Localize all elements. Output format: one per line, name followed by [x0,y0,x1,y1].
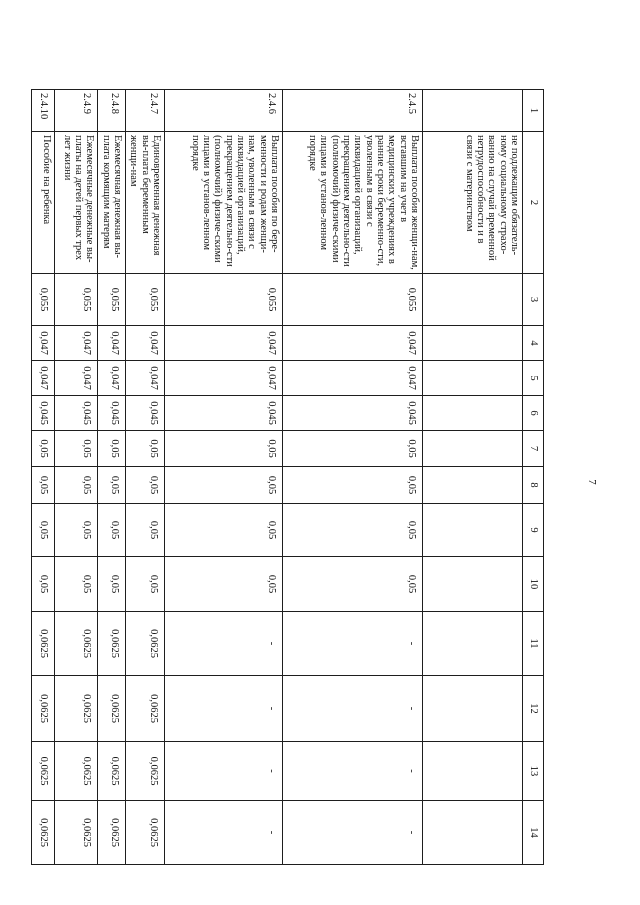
row-value: - [165,742,283,801]
column-header: 11 [523,612,544,676]
row-value: 0,047 [126,361,165,396]
row-value: 0,045 [165,396,283,431]
row-value: 0,05 [98,431,126,467]
column-header: 1 [523,90,544,132]
row-value [423,742,523,801]
row-value: 0,055 [32,274,55,326]
column-header: 6 [523,396,544,431]
row-value [423,504,523,557]
row-value: 0,0625 [55,676,98,742]
row-value: 0,047 [283,361,423,396]
column-header: 7 [523,431,544,467]
row-value: 0,047 [98,361,126,396]
row-value: 0,05 [165,431,283,467]
column-header: 5 [523,361,544,396]
row-value: 0,05 [55,557,98,612]
row-value: 0,045 [126,396,165,431]
data-table [31,89,544,865]
row-value [423,396,523,431]
row-code [423,90,523,132]
row-value: 0,045 [32,396,55,431]
row-value: 0,05 [55,504,98,557]
row-value: 0,05 [98,467,126,504]
row-value: 0,045 [283,396,423,431]
row-name: не подлежащим обязатель-ному социальному страхо-ванию на случай временной нетрудоспособности и в связи с материнством [423,132,523,274]
row-value: 0,0625 [126,676,165,742]
row-value: 0,055 [55,274,98,326]
row-value: 0,0625 [126,612,165,676]
table-row [126,90,165,865]
row-value: 0,0625 [32,742,55,801]
row-value: 0,055 [98,274,126,326]
column-header: 12 [523,676,544,742]
column-header: 8 [523,467,544,504]
row-code: 2.4.5 [283,90,423,132]
row-value [423,557,523,612]
table-row [98,90,126,865]
table-row [283,90,423,865]
row-value: 0,05 [126,557,165,612]
row-value: - [165,801,283,865]
header-row [523,90,544,865]
row-name: Пособие на ребенка [32,132,55,274]
column-header: 14 [523,801,544,865]
row-value: 0,055 [283,274,423,326]
row-value: 0,0625 [126,801,165,865]
row-value: 0,0625 [32,612,55,676]
row-code: 2.4.7 [126,90,165,132]
row-value: - [165,676,283,742]
row-name: Ежемесячная денежная вы-плата кормящим матерям [98,132,126,274]
row-value: 0,05 [32,504,55,557]
row-value: 0,05 [165,467,283,504]
row-value [423,326,523,361]
row-value: 0,047 [98,326,126,361]
row-value: 0,05 [32,467,55,504]
row-value: 0,047 [165,326,283,361]
row-value [423,801,523,865]
row-value: 0,05 [55,431,98,467]
row-value: 0,047 [55,326,98,361]
row-name: Выплата пособия женщи-нам, вставшим на учет в медицинских учреждениях в ранние сроки беременно-сти, уволенным в связи с ликвидацией организаций, прекращением деятельно-сти (полномочий) физиче-скими лицами в установ-ленном порядке [283,132,423,274]
page-number: 7 [585,479,598,485]
row-code: 2.4.9 [55,90,98,132]
column-header: 9 [523,504,544,557]
row-value: 0,055 [126,274,165,326]
row-value: 0,05 [55,467,98,504]
column-header: 2 [523,132,544,274]
row-value: - [283,612,423,676]
row-name: Единовременная денежная вы-плата беременным женщи-нам [126,132,165,274]
row-value: 0,0625 [55,612,98,676]
row-value: 0,05 [32,557,55,612]
column-header: 4 [523,326,544,361]
row-code: 2.4.10 [32,90,55,132]
row-value: 0,0625 [98,612,126,676]
row-name: Ежемесячные денежные вы-платы на детей первых трех лет жизни [55,132,98,274]
row-code: 2.4.6 [165,90,283,132]
row-value: 0,05 [126,467,165,504]
row-value: 0,05 [283,504,423,557]
row-value: 0,0625 [32,676,55,742]
row-name: Выплата пособия по бере-менности и родам женщи-нам, уволенным в связи с ликвидацией организаций, прекращением деятельно-сти (полномочий) физиче-скими лицами в установ-ленном порядке [165,132,283,274]
row-value: 0,047 [283,326,423,361]
row-value [423,361,523,396]
column-header: 3 [523,274,544,326]
table-row [32,90,55,865]
row-value: 0,047 [32,326,55,361]
row-value: 0,05 [32,431,55,467]
row-value: 0,05 [126,504,165,557]
row-value: 0,047 [165,361,283,396]
row-value: - [283,742,423,801]
row-value: 0,05 [165,557,283,612]
row-value: 0,0625 [32,801,55,865]
row-value: 0,0625 [98,676,126,742]
row-value: 0,05 [283,467,423,504]
row-value: - [283,801,423,865]
row-value [423,467,523,504]
row-value [423,431,523,467]
column-header: 13 [523,742,544,801]
row-value: 0,047 [55,361,98,396]
table-row [55,90,98,865]
row-value: 0,047 [126,326,165,361]
row-value: 0,0625 [98,801,126,865]
row-value [423,274,523,326]
row-value: 0,0625 [55,801,98,865]
row-value [423,612,523,676]
row-value: 0,05 [126,431,165,467]
row-value [423,676,523,742]
row-value: 0,047 [32,361,55,396]
row-code: 2.4.8 [98,90,126,132]
table-row [423,90,523,865]
row-value: 0,0625 [126,742,165,801]
table-row [165,90,283,865]
column-header: 10 [523,557,544,612]
row-value: 0,05 [283,431,423,467]
row-value: - [283,676,423,742]
row-value: 0,045 [55,396,98,431]
row-value: - [165,612,283,676]
row-value: 0,045 [98,396,126,431]
row-value: 0,05 [283,557,423,612]
row-value: 0,05 [98,504,126,557]
row-value: 0,055 [165,274,283,326]
row-value: 0,05 [98,557,126,612]
row-value: 0,0625 [55,742,98,801]
row-value: 0,05 [165,504,283,557]
rotated-table-container [38,89,544,864]
row-value: 0,0625 [98,742,126,801]
